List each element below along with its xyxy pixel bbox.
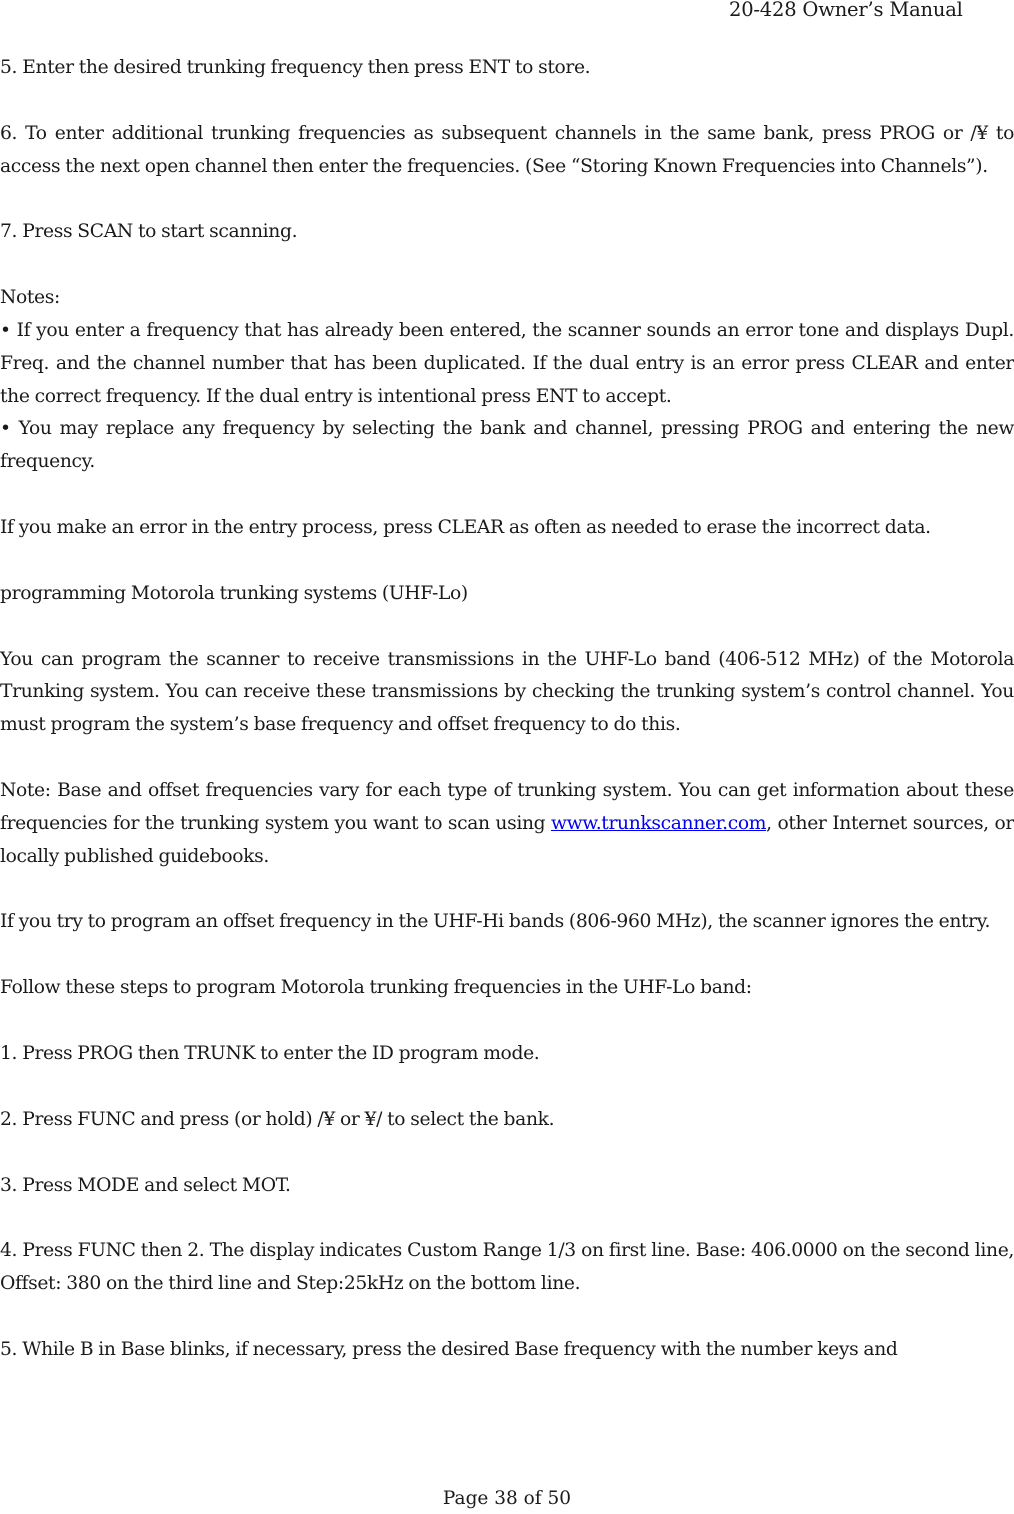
section-heading: programming Motorola trunking systems (UHF-Lo) (0, 582, 468, 604)
uhf-lo-intro-paragraph: You can program the scanner to receive transmissions in the UHF-Lo band (406-512 MHz) of the Motorola Trunking system. You can receive these transmissions by checking the trunking system’s control channel. You must program the system’s base frequency and offset frequency to do this. (0, 648, 1014, 736)
step-5-base-blinks: 5. While B in Base blinks, if necessary, press the desired Base frequency with the number keys and (0, 1338, 898, 1360)
step-6-additional-frequencies: 6. To enter additional trunking frequencies as subsequent channels in the same bank, press PROG or /¥ to access the next open channel then enter the frequencies. (See “Storing Known Frequencies into Channels”). (0, 122, 1014, 177)
notes-block (0, 282, 1014, 479)
step-2-select-bank: 2. Press FUNC and press (or hold) /¥ or ¥/ to select the bank. (0, 1108, 555, 1130)
note-duplicate-frequency: • If you enter a frequency that has already been entered, the scanner sounds an error tone and displays Dupl. Freq. and the channel number that has been duplicated. If the dual entry is an error press CLEAR and enter the correct frequency. If the dual entry is intentional press ENT to accept. (0, 319, 1014, 407)
note-replace-frequency: • You may replace any frequency by selecting the bank and channel, pressing PROG and entering the new frequency. (0, 418, 1014, 473)
note-text-after-link: , other Internet sources, or locally published guidebooks. (0, 812, 1014, 867)
page-number: Page 38 of 50 (442, 1488, 572, 1509)
base-offset-note-paragraph (0, 775, 1014, 873)
uhf-hi-paragraph: If you try to program an offset frequency in the UHF-Hi bands (806-960 MHz), the scanner ignores the entry. (0, 911, 991, 933)
trunkscanner-link[interactable]: www.trunkscanner.com (551, 812, 767, 834)
notes-heading: Notes: (0, 287, 60, 309)
step-1-prog-trunk: 1. Press PROG then TRUNK to enter the ID program mode. (0, 1042, 540, 1064)
error-entry-paragraph: If you make an error in the entry process, press CLEAR as often as needed to erase the incorrect data. (0, 516, 931, 538)
follow-steps-paragraph: Follow these steps to program Motorola trunking frequencies in the UHF-Lo band: (0, 977, 752, 999)
step-7-scan: 7. Press SCAN to start scanning. (0, 221, 298, 243)
step-5-enter-frequency: 5. Enter the desired trunking frequency then press ENT to store. (0, 57, 591, 78)
note-text-before-link: Note: Base and offset frequencies vary for each type of trunking system. You can get information about these frequencies for the trunking system you want to scan using (0, 779, 1014, 834)
document-body (0, 52, 1014, 1400)
page-header: 20-428 Owner’s Manual (729, 0, 963, 21)
step-3-mode-mot: 3. Press MODE and select MOT. (0, 1174, 291, 1196)
step-4-func-2: 4. Press FUNC then 2. The display indicates Custom Range 1/3 on first line. Base: 406.0000 on the second line, Offset: 380 on the third line and Step:25kHz on the bottom line. (0, 1240, 1014, 1295)
